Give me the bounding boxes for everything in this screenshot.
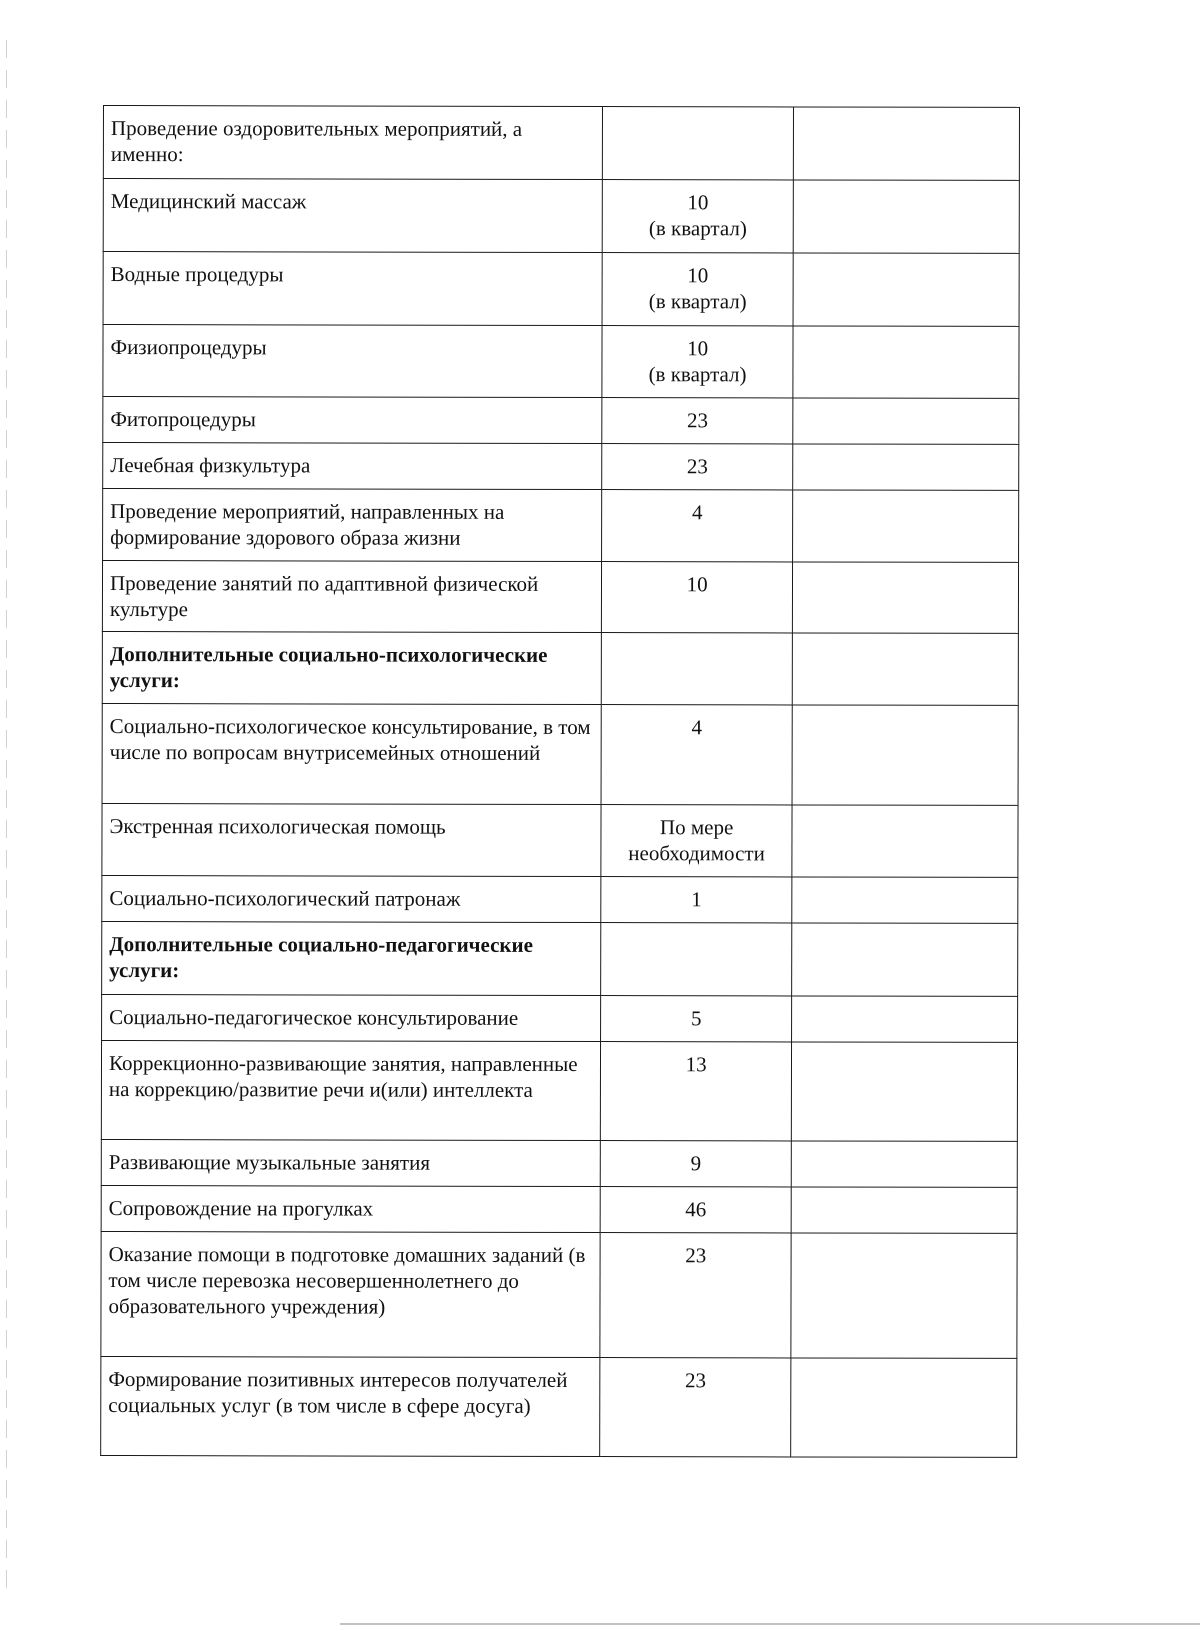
quantity-cell: 4 (601, 705, 792, 805)
quantity-cell: 23 (601, 398, 792, 444)
table-row (102, 561, 1018, 634)
quantity-cell: 10 (в квартал) (602, 180, 793, 253)
quantity-cell: 10 (в квартал) (601, 326, 792, 398)
service-name-cell: Экстренная психологическая помощь (102, 803, 601, 876)
quantity-cell: 23 (601, 444, 792, 490)
empty-cell (792, 633, 1018, 705)
service-name-cell: Лечебная физкультура (103, 443, 602, 490)
service-name-cell: Фитопроцедуры (103, 397, 602, 444)
service-name-cell: Проведение занятий по адаптивной физической культуре (102, 561, 601, 633)
quantity-cell: 23 (599, 1233, 790, 1358)
quantity-cell (601, 633, 792, 705)
section-header-row (102, 631, 1018, 705)
empty-cell (793, 253, 1019, 326)
quantity-cell: 13 (600, 1042, 791, 1141)
table-row (103, 179, 1019, 254)
service-name-cell: Сопровождение на прогулках (101, 1185, 600, 1232)
section-header-row (102, 921, 1018, 996)
empty-cell (792, 444, 1018, 490)
scan-edge-bottom (340, 1623, 1200, 1625)
empty-cell (791, 1233, 1018, 1358)
empty-cell (793, 180, 1019, 253)
quantity-cell (600, 923, 791, 996)
empty-cell (791, 1042, 1017, 1141)
table-row (103, 106, 1019, 181)
table-row (101, 1040, 1017, 1141)
empty-cell (792, 562, 1018, 633)
quantity-cell: 23 (599, 1358, 790, 1457)
empty-cell (791, 923, 1017, 996)
service-name-cell: Коррекционно-развивающие занятия, направленные на коррекцию/развитие речи и(или) интеллекта (101, 1040, 600, 1140)
table-row (101, 1356, 1017, 1457)
empty-cell (792, 490, 1018, 562)
quantity-cell: 4 (601, 490, 792, 562)
quantity-cell: 1 (600, 877, 791, 923)
empty-cell (792, 705, 1018, 805)
service-name-cell: Проведение мероприятий, направленных на формирование здорового образа жизни (103, 489, 602, 562)
quantity-cell: 10 (в квартал) (602, 253, 793, 326)
table-row (101, 1139, 1017, 1187)
service-name-cell: Социально-психологическое консультирование, в том числе по вопросам внутрисемейных отношений (102, 703, 601, 804)
table-row (103, 325, 1019, 399)
service-name-cell: Социально-психологический патронаж (102, 875, 601, 922)
table-row (102, 803, 1018, 877)
section-title-cell: Дополнительные социально-педагогические услуги: (102, 921, 601, 995)
table-row (102, 875, 1018, 923)
services-table (100, 105, 1020, 1458)
quantity-cell: По мере необходимости (600, 805, 791, 877)
quantity-cell: 9 (600, 1141, 791, 1187)
scan-edge-left (6, 40, 7, 1600)
quantity-cell (602, 107, 793, 180)
quantity-cell: 10 (601, 562, 792, 633)
table-row (102, 703, 1018, 805)
service-name-cell: Формирование позитивных интересов получателей социальных услуг (в том числе в сфере досуга) (101, 1356, 600, 1456)
quantity-cell: 5 (600, 996, 791, 1042)
services-table-body (101, 106, 1020, 1458)
empty-cell (792, 877, 1018, 923)
service-name-cell: Развивающие музыкальные занятия (101, 1139, 600, 1186)
service-name-cell: Медицинский массаж (103, 179, 602, 253)
quantity-cell: 46 (600, 1187, 791, 1233)
empty-cell (791, 1141, 1017, 1187)
service-name-cell: Проведение оздоровительных мероприятий, а именно: (103, 106, 602, 180)
table-row (101, 1231, 1017, 1358)
service-name-cell: Оказание помощи в подготовке домашних заданий (в том числе перевозка несовершеннолетнего до образовательного учреждения) (101, 1231, 600, 1357)
table-row (103, 252, 1019, 327)
empty-cell (793, 107, 1019, 180)
table-row (101, 1185, 1017, 1233)
table-row (103, 443, 1019, 491)
empty-cell (790, 1358, 1016, 1457)
section-title-cell: Дополнительные социально-психологические услуги: (102, 631, 601, 704)
table-row (103, 489, 1019, 563)
service-name-cell: Физиопроцедуры (103, 325, 602, 398)
table-row (103, 397, 1019, 445)
empty-cell (793, 398, 1019, 444)
empty-cell (791, 1187, 1017, 1233)
empty-cell (791, 996, 1017, 1042)
table-row (102, 994, 1018, 1042)
empty-cell (793, 326, 1019, 398)
service-name-cell: Водные процедуры (103, 252, 602, 326)
service-name-cell: Социально-педагогическое консультирование (102, 994, 601, 1041)
empty-cell (792, 805, 1018, 877)
